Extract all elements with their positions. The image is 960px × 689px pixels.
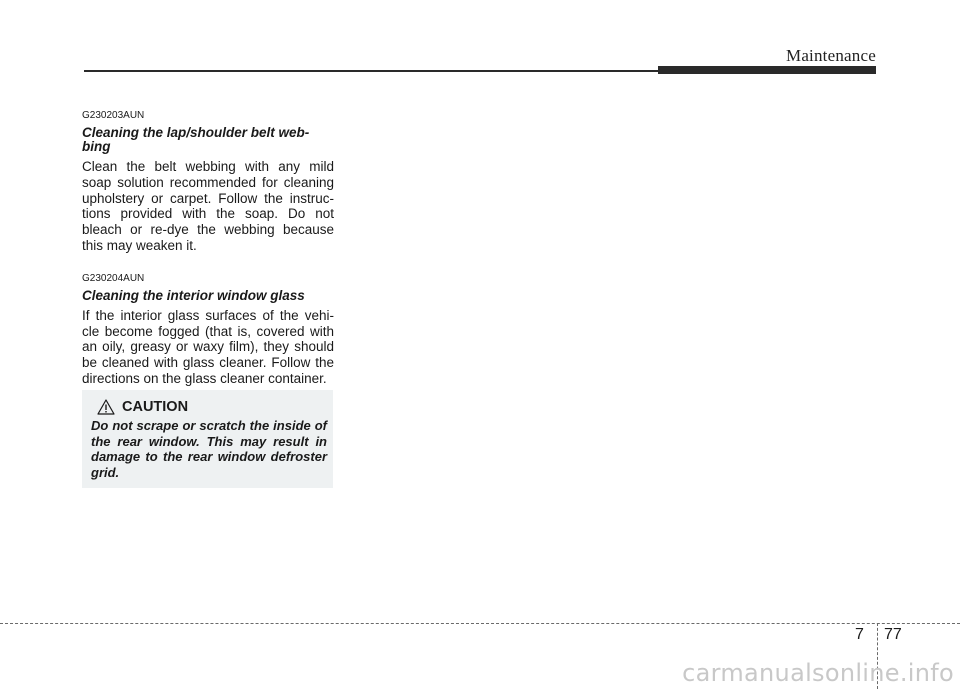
warning-triangle-icon — [97, 399, 115, 415]
section-body: Clean the belt webbing with any mild soap solution recommended for cleaning upholstery or carpet. Follow the instruc-tions provided with the soap. Do not bleach or re-dye the webbing because this may weaken it. — [82, 159, 334, 253]
section-heading: Cleaning the interior window glass — [82, 287, 305, 303]
content-column — [82, 110, 334, 406]
section-window-glass — [82, 273, 334, 387]
caution-box — [82, 390, 333, 488]
header-rule-accent — [658, 66, 876, 74]
caution-text: Do not scrape or scratch the inside of the rear window. This may result in damage to the rear window defroster grid. — [91, 418, 327, 480]
section-heading: Cleaning the lap/shoulder belt web-bing — [82, 125, 310, 154]
section-code: G230203AUN — [82, 110, 145, 121]
section-body: If the interior glass surfaces of the vehi-cle become fogged (that is, covered with an oily, greasy or waxy film), they should be cleaned with glass cleaner. Follow the directions on the glass cleaner container. — [82, 307, 334, 386]
section-belt-webbing — [82, 110, 334, 254]
section-title: Maintenance — [786, 46, 876, 65]
footer-rule — [0, 623, 960, 624]
chapter-number: 7 — [855, 626, 864, 643]
caution-title: CAUTION — [122, 399, 189, 415]
page-number: 77 — [884, 626, 902, 643]
header-rule — [84, 70, 660, 72]
watermark: carmanualsonline.info — [682, 659, 954, 687]
section-code: G230204AUN — [82, 272, 145, 284]
caution-header — [97, 399, 327, 415]
